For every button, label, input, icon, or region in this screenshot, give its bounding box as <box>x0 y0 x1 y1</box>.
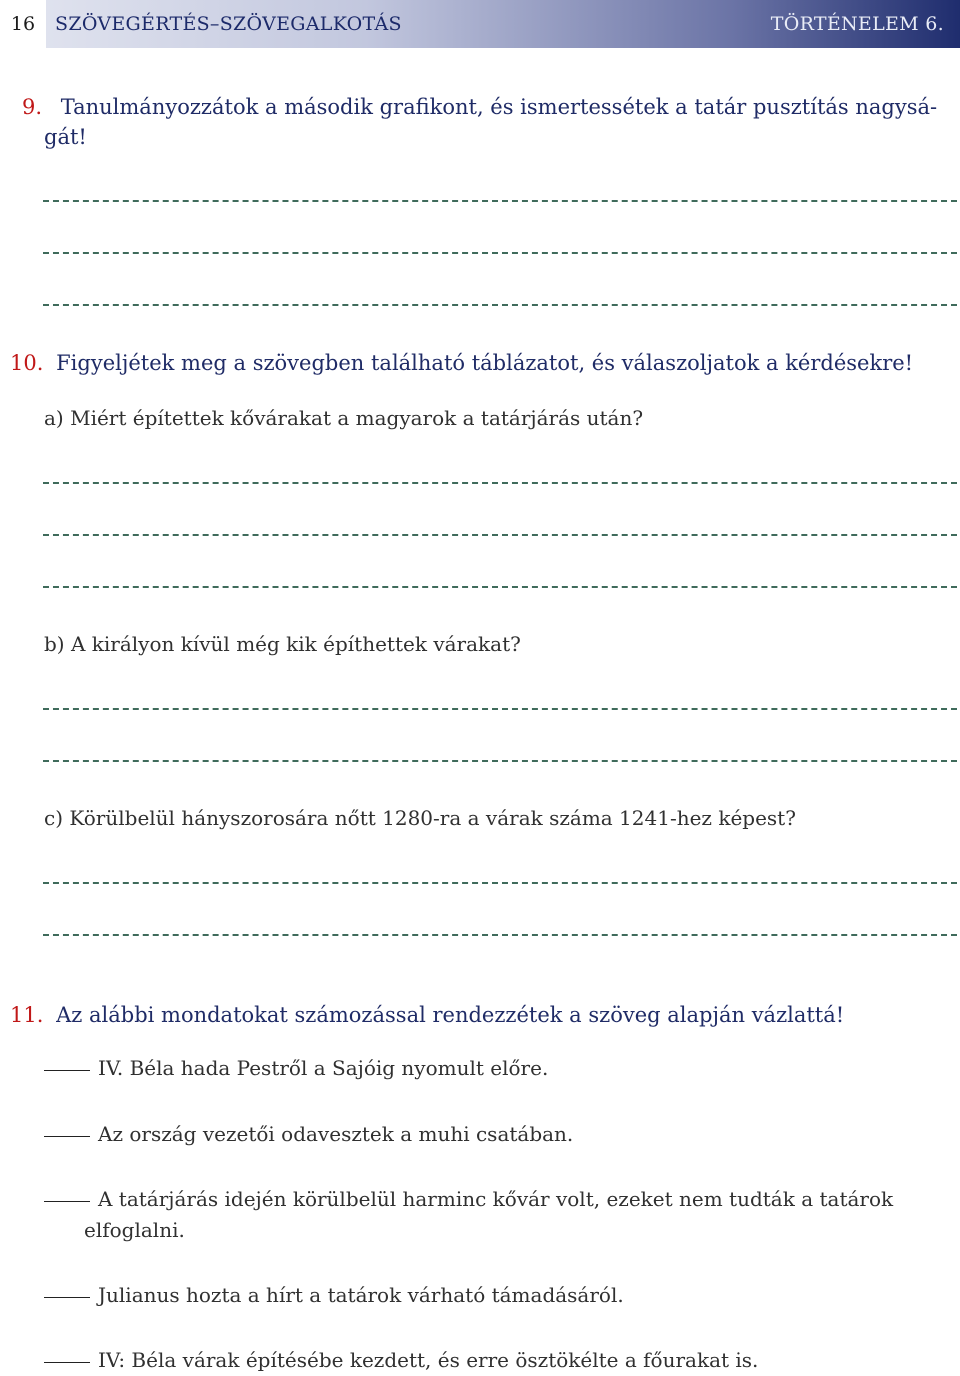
number-blank[interactable] <box>44 1070 90 1071</box>
number-blank[interactable] <box>44 1297 90 1298</box>
header-band <box>46 0 960 48</box>
outline-item-text: elfoglalni. <box>84 1218 185 1242</box>
outline-item <box>44 1345 958 1376</box>
question-10a: a) Miért építettek kővárakat a magyarok a tatárjárás után? <box>44 406 644 430</box>
question-9-text-cont: gát! <box>44 125 87 149</box>
outline-item-continued <box>44 1215 960 1246</box>
number-blank[interactable] <box>44 1136 90 1137</box>
question-10b: b) A királyon kívül még kik építhettek várakat? <box>44 632 521 656</box>
question-11-number: 11. <box>10 1003 44 1027</box>
question-10-number: 10. <box>10 351 44 375</box>
question-11-text: Az alábbi mondatokat számozással rendezzétek a szöveg alapján vázlattá! <box>56 1003 845 1027</box>
answer-line[interactable] <box>43 934 957 936</box>
answer-line[interactable] <box>43 760 957 762</box>
page-number: 16 <box>0 0 46 48</box>
answer-line[interactable] <box>43 482 957 484</box>
outline-item <box>44 1119 958 1150</box>
outline-item <box>44 1053 958 1084</box>
outline-item <box>44 1280 958 1311</box>
question-9-number: 9. <box>22 95 43 119</box>
outline-item <box>44 1184 958 1215</box>
answer-line[interactable] <box>43 534 957 536</box>
question-10 <box>10 348 950 378</box>
outline-item-text: Az ország vezetői odavesztek a muhi csatában. <box>98 1122 574 1146</box>
answer-line[interactable] <box>43 200 957 202</box>
outline-item-text: Julianus hozta a hírt a tatárok várható támadásáról. <box>98 1283 624 1307</box>
answer-line[interactable] <box>43 708 957 710</box>
answer-line[interactable] <box>43 882 957 884</box>
question-9-text: Tanulmányozzátok a második grafikont, és ismertessétek a tatár pusztítás nagysá- <box>60 95 938 119</box>
answer-line[interactable] <box>43 586 957 588</box>
answer-line[interactable] <box>43 304 957 306</box>
outline-item-text: A tatárjárás idején körülbelül harminc kővár volt, ezeket nem tudták a tatárok <box>98 1187 894 1211</box>
answer-line[interactable] <box>43 252 957 254</box>
number-blank[interactable] <box>44 1201 90 1202</box>
subject-title: TÖRTÉNELEM 6. <box>770 13 944 35</box>
number-blank[interactable] <box>44 1362 90 1363</box>
question-9 <box>22 92 952 122</box>
question-10c: c) Körülbelül hányszorosára nőtt 1280-ra a várak száma 1241-hez képest? <box>44 806 796 830</box>
page-header <box>0 0 960 48</box>
outline-item-text: IV. Béla hada Pestről a Sajóig nyomult előre. <box>98 1056 549 1080</box>
outline-item-text: IV: Béla várak építésébe kezdett, és erre ösztökélte a főurakat is. <box>98 1348 759 1372</box>
question-11 <box>10 1000 950 1030</box>
section-title: SZÖVEGÉRTÉS–SZÖVEGALKOTÁS <box>55 13 402 35</box>
question-10-text: Figyeljétek meg a szövegben található táblázatot, és válaszoljatok a kérdésekre! <box>56 351 914 375</box>
